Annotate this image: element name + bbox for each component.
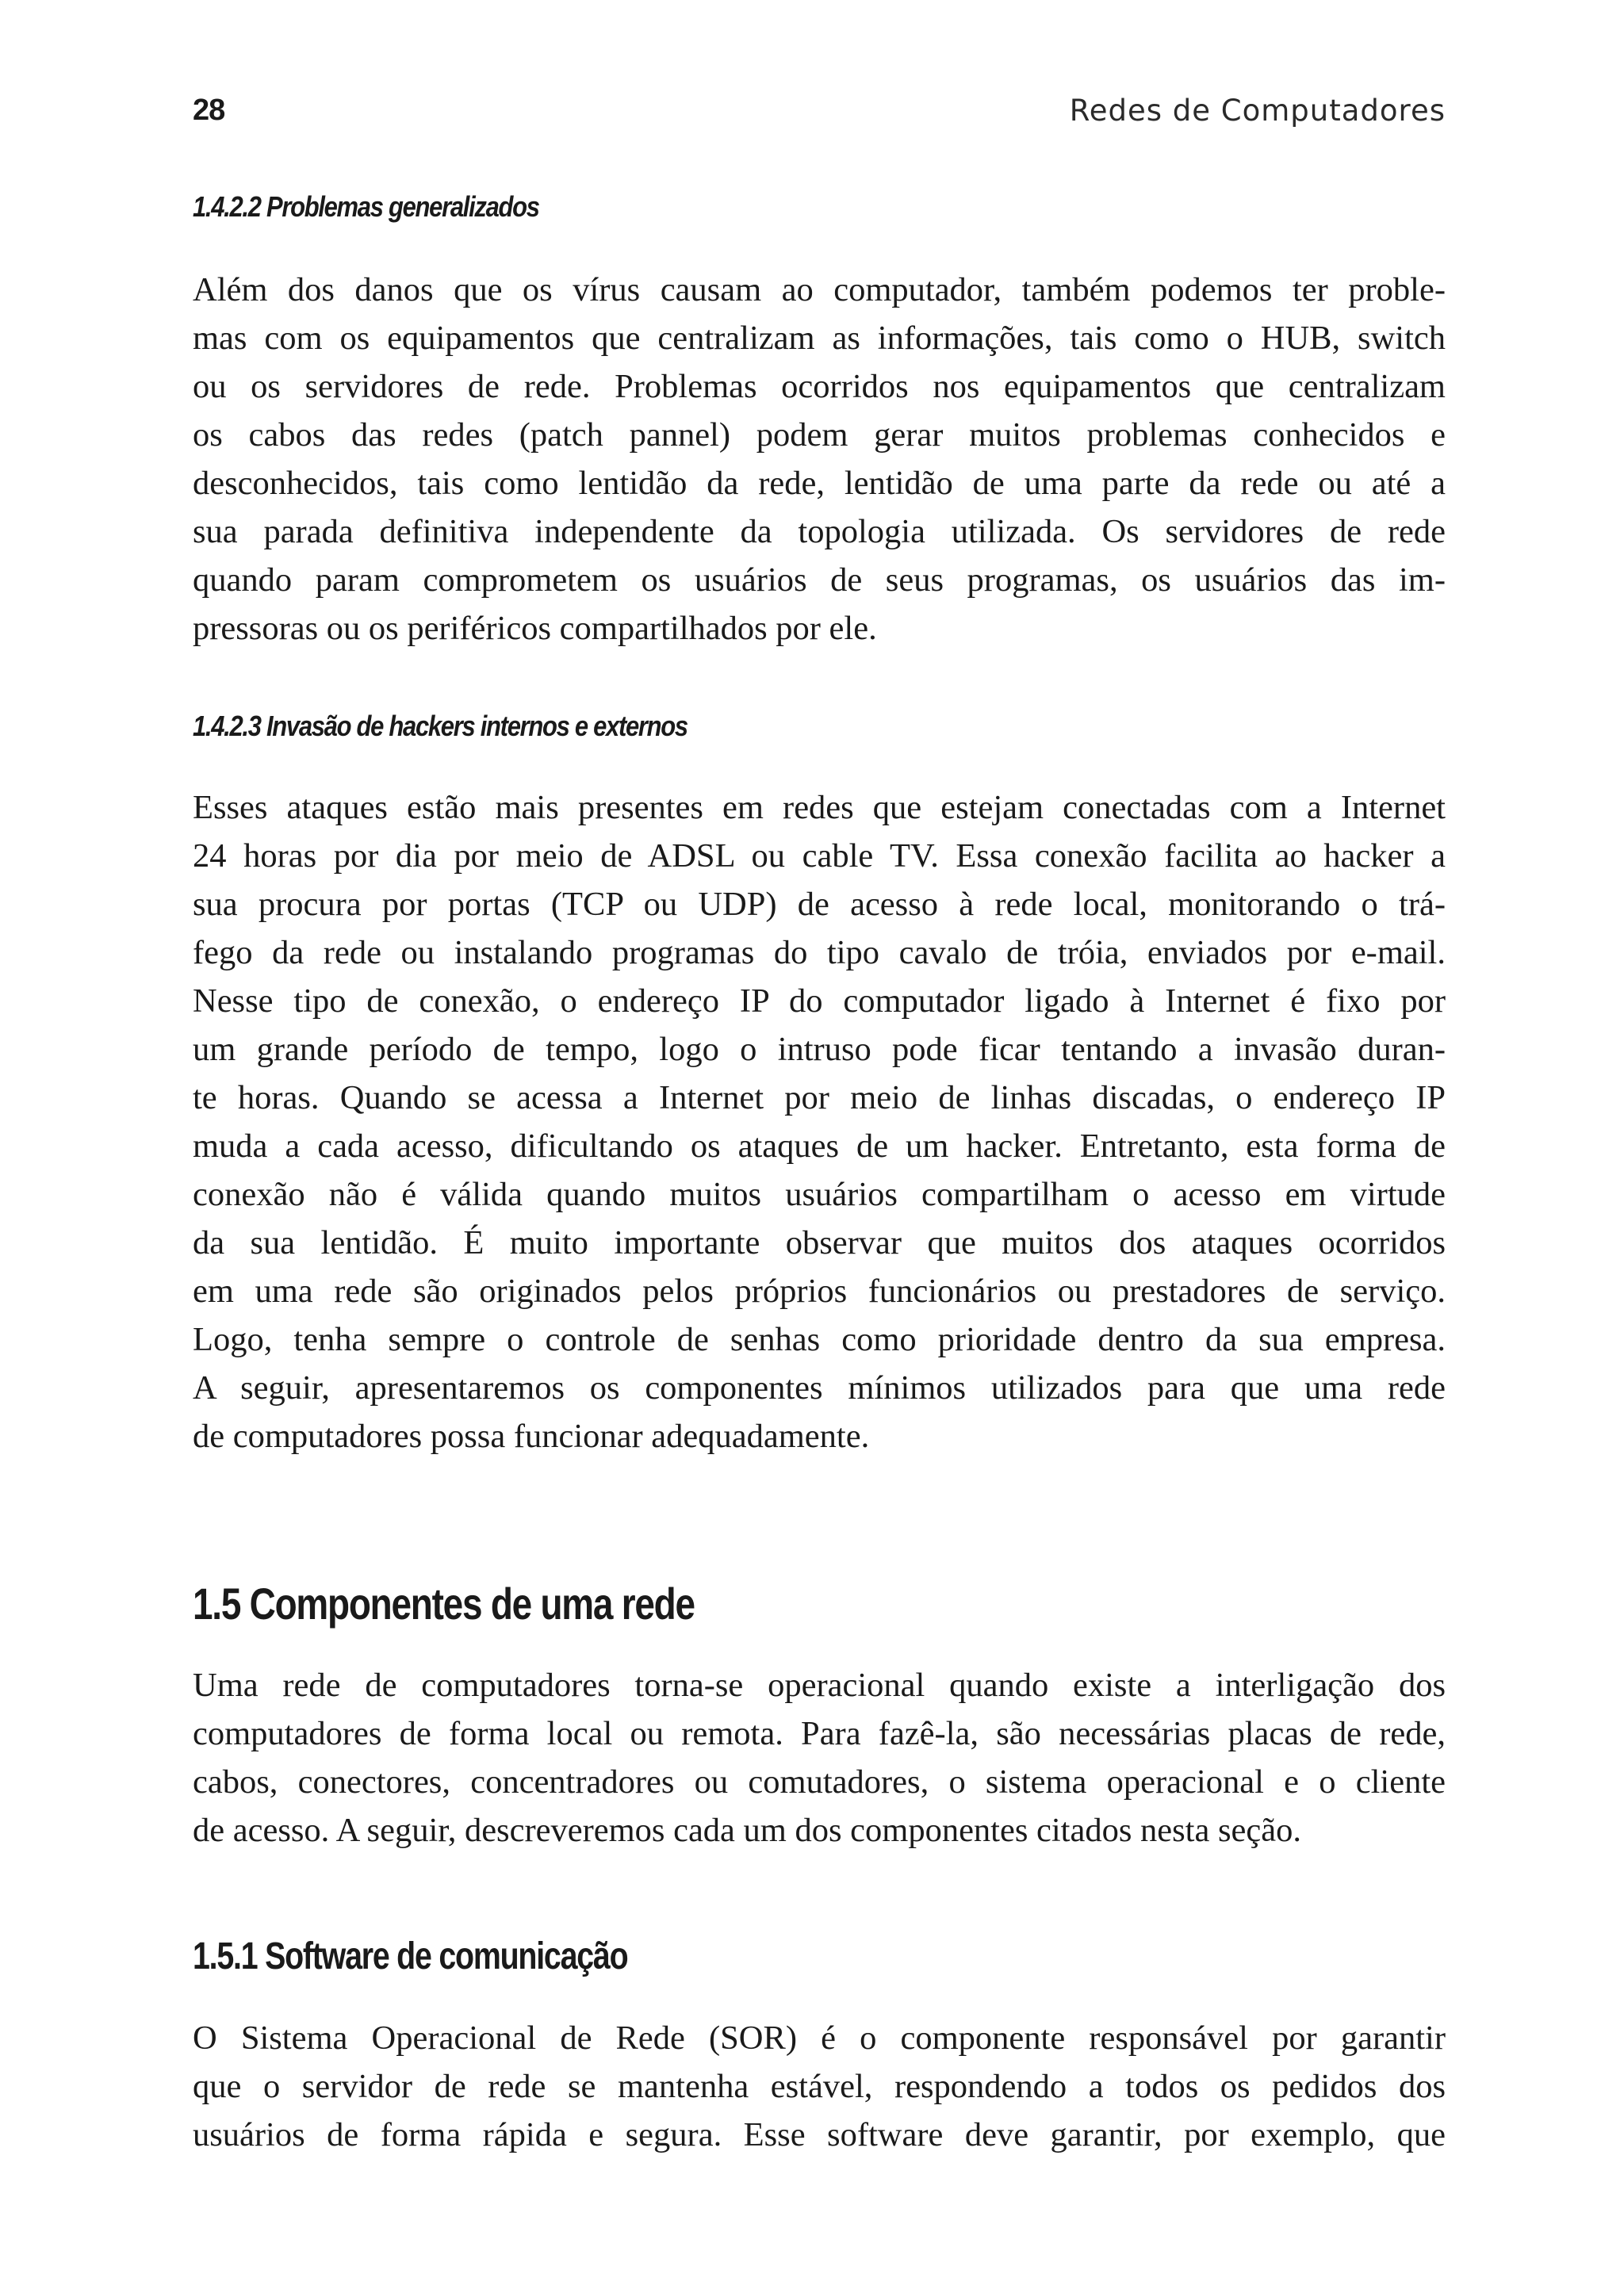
paragraph-line: O Sistema Operacional de Rede (SOR) é o componente responsável por garantir	[193, 2019, 1446, 2057]
paragraph-line: 24 horas por dia por meio de ADSL ou cable TV. Essa conexão facilita ao hacker a	[193, 837, 1446, 875]
paragraph-line: os cabos das redes (patch pannel) podem gerar muitos problemas conhecidos e	[193, 416, 1446, 454]
book-title: Redes de Computadores	[1069, 94, 1446, 128]
paragraph-line: de acesso. A seguir, descreveremos cada um dos componentes citados nesta seção.	[193, 1812, 1301, 1849]
paragraph-line: conexão não é válida quando muitos usuários compartilham o acesso em virtude	[193, 1176, 1446, 1213]
paragraph-line: Nesse tipo de conexão, o endereço IP do computador ligado à Internet é fixo por	[193, 982, 1446, 1020]
paragraph-line: muda a cada acesso, dificultando os ataques de um hacker. Entretanto, esta forma de	[193, 1127, 1446, 1165]
paragraph-line: um grande período de tempo, logo o intruso pode ficar tentando a invasão duran-	[193, 1031, 1446, 1068]
paragraph-line: que o servidor de rede se mantenha estável, respondendo a todos os pedidos dos	[193, 2068, 1446, 2105]
subheading-invasao-de-hackers: 1.4.2.3 Invasão de hackers internos e externos	[193, 710, 688, 742]
paragraph-line: sua procura por portas (TCP ou UDP) de acesso à rede local, monitorando o trá-	[193, 886, 1446, 923]
paragraph-line: cabos, conectores, concentradores ou comutadores, o sistema operacional e o cliente	[193, 1763, 1446, 1801]
page-number: 28	[193, 94, 225, 127]
paragraph-line: pressoras ou os periféricos compartilhados por ele.	[193, 610, 877, 647]
paragraph-problemas-generalizados	[193, 266, 1446, 653]
paragraph-line: Logo, tenha sempre o controle de senhas como prioridade dentro da sua empresa.	[193, 1321, 1446, 1358]
paragraph-software-de-comunicacao	[193, 2014, 1446, 2159]
paragraph-line: usuários de forma rápida e segura. Esse software deve garantir, por exemplo, que	[193, 2116, 1446, 2153]
paragraph-line: desconhecidos, tais como lentidão da rede, lentidão de uma parte da rede ou até a	[193, 465, 1446, 502]
paragraph-line: de computadores possa funcionar adequadamente.	[193, 1418, 870, 1455]
paragraph-line: A seguir, apresentaremos os componentes mínimos utilizados para que uma rede	[193, 1369, 1446, 1407]
paragraph-line: te horas. Quando se acessa a Internet por meio de linhas discadas, o endereço IP	[193, 1079, 1446, 1116]
running-header	[193, 94, 1446, 141]
paragraph-line: quando param comprometem os usuários de seus programas, os usuários das im-	[193, 561, 1446, 599]
paragraph-line: ou os servidores de rede. Problemas ocorridos nos equipamentos que centralizam	[193, 368, 1446, 405]
paragraph-line: fego da rede ou instalando programas do tipo cavalo de tróia, enviados por e-mail.	[193, 934, 1446, 971]
paragraph-componentes	[193, 1661, 1446, 1855]
subheading-problemas-generalizados: 1.4.2.2 Problemas generalizados	[193, 190, 539, 223]
section-heading-componentes: 1.5 Componentes de uma rede	[193, 1579, 695, 1629]
paragraph-line: mas com os equipamentos que centralizam as informações, tais como o HUB, switch	[193, 320, 1446, 357]
paragraph-line: sua parada definitiva independente da topologia utilizada. Os servidores de rede	[193, 513, 1446, 550]
paragraph-line: da sua lentidão. É muito importante observar que muitos dos ataques ocorridos	[193, 1224, 1446, 1261]
paragraph-invasao-de-hackers	[193, 783, 1446, 1460]
paragraph-line: Esses ataques estão mais presentes em redes que estejam conectadas com a Internet	[193, 789, 1446, 826]
paragraph-line: em uma rede são originados pelos próprios funcionários ou prestadores de serviço.	[193, 1273, 1446, 1310]
subsection-heading-software-de-comunicacao: 1.5.1 Software de comunicação	[193, 1935, 628, 1977]
paragraph-line: Uma rede de computadores torna-se operacional quando existe a interligação dos	[193, 1667, 1446, 1704]
paragraph-line: Além dos danos que os vírus causam ao computador, também podemos ter proble-	[193, 271, 1446, 308]
paragraph-line: computadores de forma local ou remota. Para fazê-la, são necessárias placas de rede,	[193, 1715, 1446, 1752]
